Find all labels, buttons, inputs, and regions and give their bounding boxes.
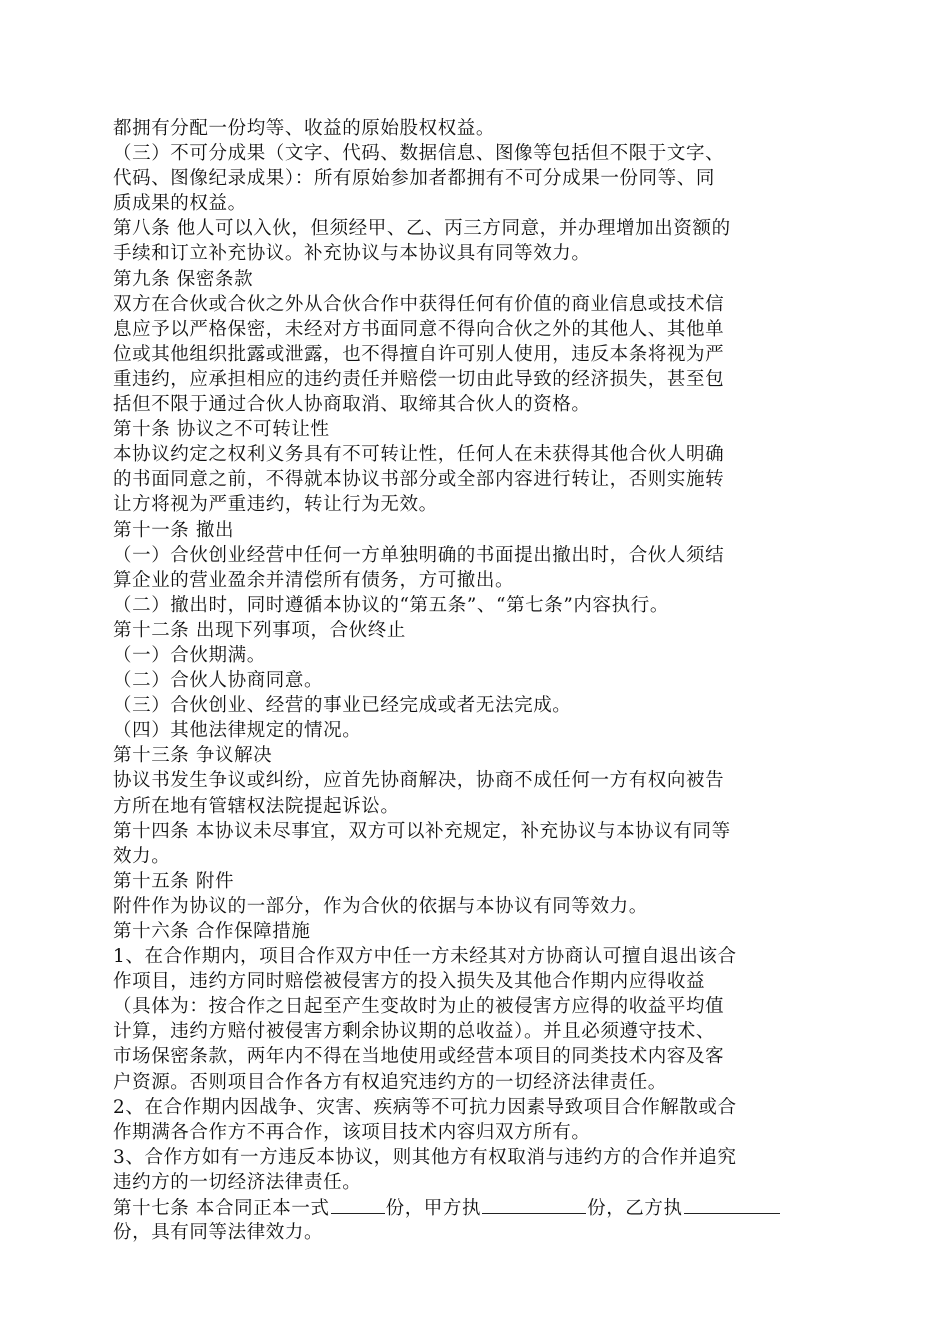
document-line: 质成果的权益。 xyxy=(113,193,247,215)
document-line: 2、在合作期内因战争、灾害、疾病等不可抗力因素导致项目合作解散或合 xyxy=(113,1096,737,1118)
party-b-copies-blank xyxy=(684,1195,780,1214)
document-line: 让方将视为严重违约，转让行为无效。 xyxy=(113,494,438,516)
document-line: 第十三条 争议解决 xyxy=(113,745,273,767)
document-line: 双方在合伙或合伙之外从合伙合作中获得任何有价值的商业信息或技术信 xyxy=(113,293,725,315)
document-line: 第十五条 附件 xyxy=(113,870,235,892)
document-line: （一）合伙创业经营中任何一方单独明确的书面提出撤出时，合伙人须结 xyxy=(113,544,725,566)
document-line: （三）合伙创业、经营的事业已经完成或者无法完成。 xyxy=(113,695,572,717)
clause-17-text-d: 份，具有同等法律效力。 xyxy=(113,1222,324,1244)
document-line: 1、在合作期内，项目合作双方中任一方未经其对方协商认可擅自退出该合 xyxy=(113,946,737,968)
document-line: （具体为：按合作之日起至产生变故时为止的被侵害方应得的收益平均值 xyxy=(113,996,725,1018)
document-line: 第八条 他人可以入伙，但须经甲、乙、丙三方同意，并办理增加出资额的 xyxy=(113,218,731,240)
document-line: 代码、图像纪录成果）：所有原始参加者都拥有不可分成果一份同等、同 xyxy=(113,168,715,190)
document-line: 括但不限于通过合伙人协商取消、取缔其合伙人的资格。 xyxy=(113,394,591,416)
document-line: 重违约，应承担相应的违约责任并赔偿一切由此导致的经济损失，甚至包 xyxy=(113,368,725,390)
document-line: 第十二条 出现下列事项，合伙终止 xyxy=(113,619,406,641)
clause-17-text-b: 份，甲方执 xyxy=(385,1198,482,1220)
document-line: 算企业的营业盈余并清偿所有债务，方可撤出。 xyxy=(113,569,515,591)
document-line-clause-17 xyxy=(113,1195,843,1220)
document-line: 计算，违约方赔付被侵害方剩余协议期的总收益）。并且必须遵守技术、 xyxy=(113,1021,715,1043)
document-line: 3、合作方如有一方违反本协议，则其他方有权取消与违约方的合作并追究 xyxy=(113,1146,737,1168)
document-line: 效力。 xyxy=(113,845,171,867)
document-line: （二）合伙人协商同意。 xyxy=(113,670,324,692)
document-line: 市场保密条款，两年内不得在当地使用或经营本项目的同类技术内容及客 xyxy=(113,1046,725,1068)
document-line: 违约方的一切经济法律责任。 xyxy=(113,1171,362,1193)
document-line: 都拥有分配一份均等、收益的原始股权权益。 xyxy=(113,118,496,139)
document-body xyxy=(113,116,843,1195)
document-line: （三）不可分成果（文字、代码、数据信息、图像等包括但不限于文字、 xyxy=(113,143,725,165)
document-line: 户资源。否则项目合作各方有权追究违约方的一切经济法律责任。 xyxy=(113,1071,667,1093)
document-line: 本协议约定之权利义务具有不可转让性，任何人在未获得其他合伙人明确 xyxy=(113,444,725,466)
copies-total-blank xyxy=(331,1195,385,1214)
document-line: 位或其他组织批露或泄露，也不得擅自许可别人使用，违反本条将视为严 xyxy=(113,343,725,365)
document-line: 方所在地有管辖权法院提起诉讼。 xyxy=(113,795,400,817)
document-line: 息应予以严格保密，未经对方书面同意不得向合伙之外的其他人、其他单 xyxy=(113,318,725,340)
document-line: （四）其他法律规定的情况。 xyxy=(113,720,362,742)
document-line: 第十一条 撤出 xyxy=(113,519,235,541)
document-line: 附件作为协议的一部分，作为合伙的依据与本协议有同等效力。 xyxy=(113,895,648,917)
document-line: 第十六条 合作保障措施 xyxy=(113,921,311,942)
document-line: 第十四条 本协议未尽事宜，双方可以补充规定，补充协议与本协议有同等 xyxy=(113,820,731,842)
document-line: （一）合伙期满。 xyxy=(113,644,266,666)
clause-17-text-c: 份，乙方执 xyxy=(587,1198,683,1220)
document-line: 第九条 保密条款 xyxy=(113,268,254,290)
document-line: （二）撤出时，同时遵循本协议的“第五条”、“第七条”内容执行。 xyxy=(113,594,669,616)
document-line-final xyxy=(113,1220,843,1245)
document-line: 第十条 协议之不可转让性 xyxy=(113,419,330,441)
party-a-copies-blank xyxy=(482,1195,586,1214)
clause-17-text-a: 第十七条 本合同正本一式 xyxy=(113,1198,330,1220)
document-line: 作项目，违约方同时赔偿被侵害方的投入损失及其他合作期内应得收益 xyxy=(113,971,706,993)
document-line: 的书面同意之前，不得就本协议书部分或全部内容进行转让，否则实施转 xyxy=(113,469,725,491)
document-line: 手续和订立补充协议。补充协议与本协议具有同等效力。 xyxy=(113,243,591,265)
document-page xyxy=(113,116,843,1245)
document-line: 协议书发生争议或纠纷，应首先协商解决，协商不成任何一方有权向被告 xyxy=(113,770,725,792)
document-line: 作期满各合作方不再合作，该项目技术内容归双方所有。 xyxy=(113,1121,591,1143)
